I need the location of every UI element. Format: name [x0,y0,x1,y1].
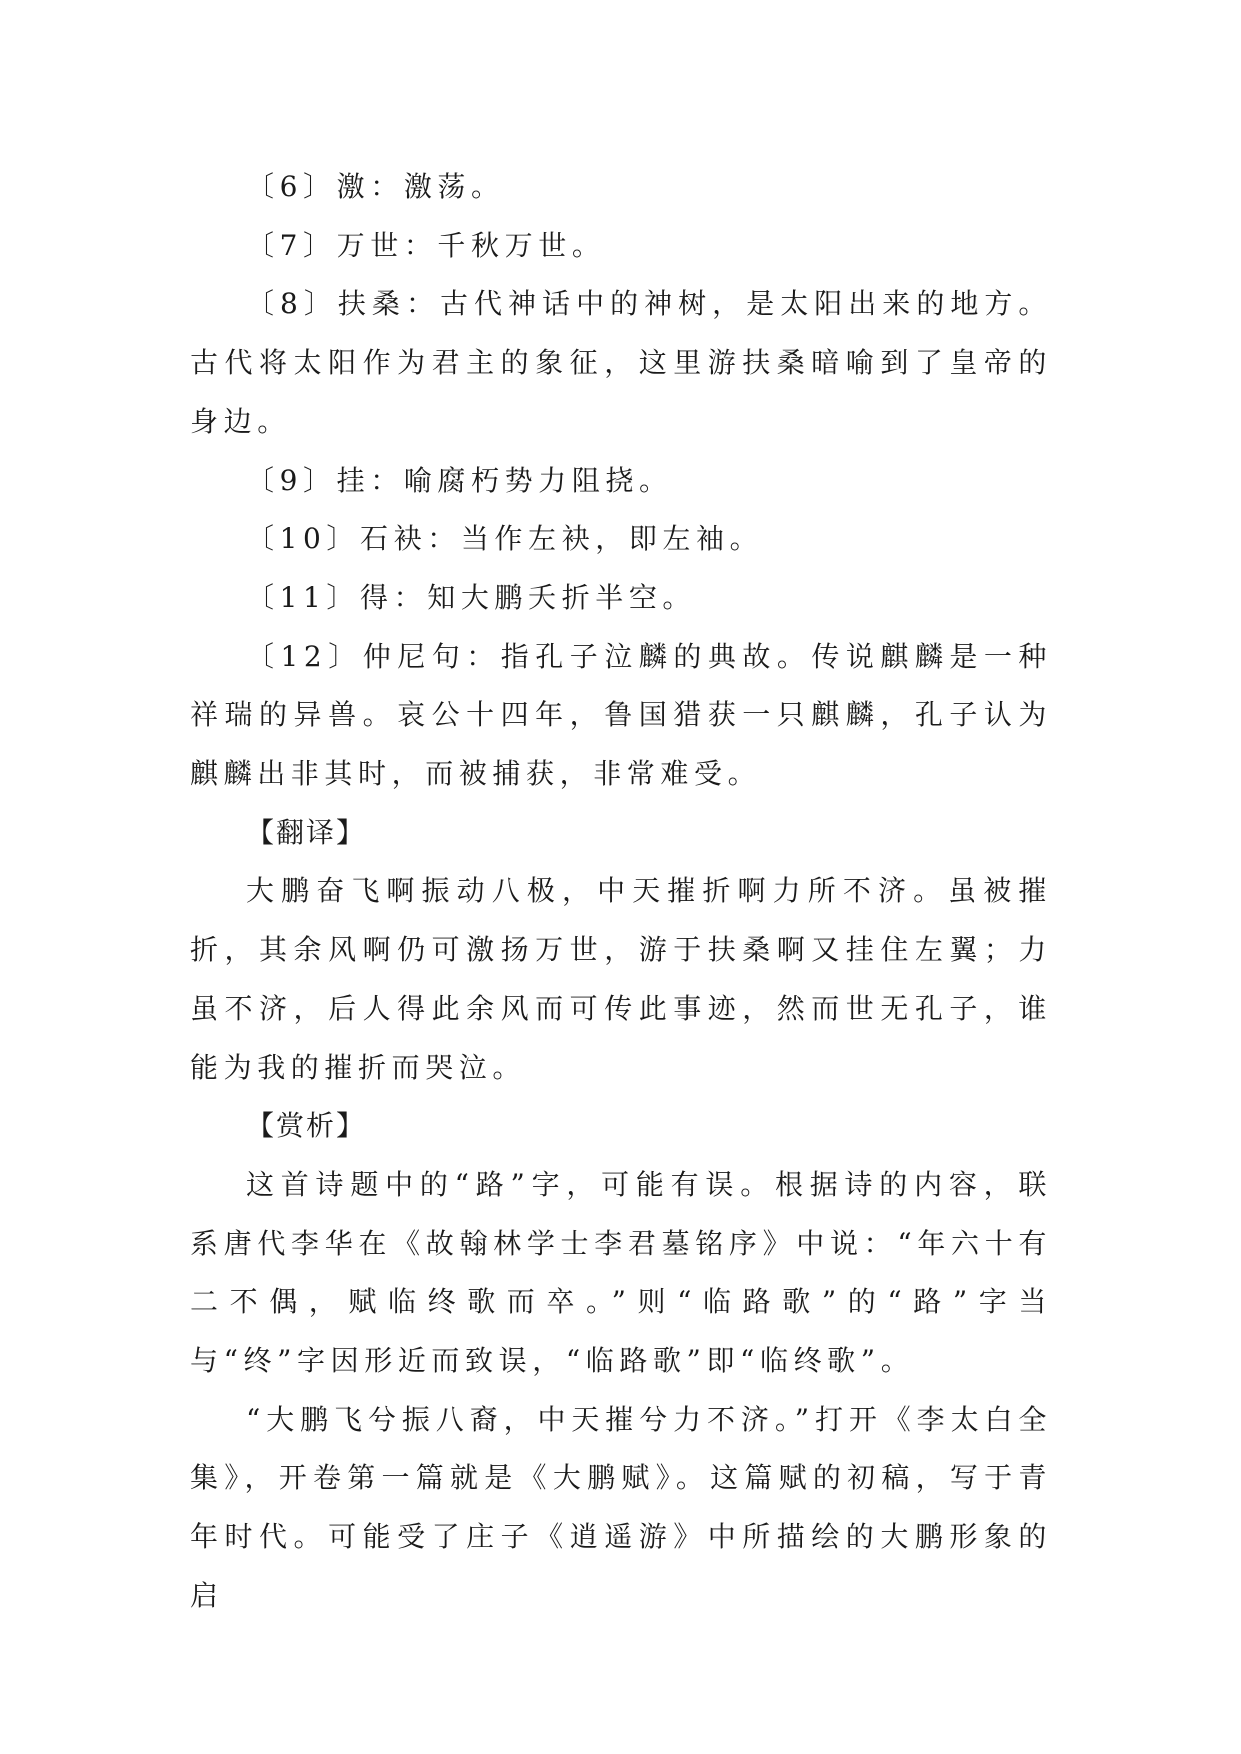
note-7: 〔7〕万世：千秋万世。 [246,228,606,262]
translation-text: 大鹏奋飞啊振动八极，中天摧折啊力所不济。虽被摧折，其余风啊仍可激扬万世，游于扶桑啊又挂住左翼；力虽不济，后人得此余风而可传此事迹，然而世无孔子，谁能为我的摧折而哭泣。 [190,874,1052,1084]
note-6: 〔6〕激：激荡。 [246,170,505,203]
translation-heading: 【翻译】 [246,815,367,849]
appreciation-heading: 【赏析】 [246,1109,367,1143]
note-9: 〔9〕挂：喻腐朽势力阻挠。 [246,463,673,497]
document-page [190,158,1052,1626]
note-12: 〔12〕仲尼句：指孔子泣麟的典故。传说麒麟是一种祥瑞的异兽。哀公十四年，鲁国猎获一只麒麟，孔子认为麒麟出非其时，而被捕获，非常难受。 [190,639,1052,791]
appreciation-paragraph-1: 这首诗题中的“路”字，可能有误。根据诗的内容，联系唐代李华在《故翰林学士李君墓铭序》中说：“年六十有二不偶，赋临终歌而卒。”则“临路歌”的“路”字当与“终”字因形近而致误，“临路歌”即“临终歌”。 [190,1167,1052,1378]
note-10: 〔10〕石袂：当作左袂，即左袖。 [246,522,764,556]
appreciation-paragraph-2: “大鹏飞兮振八裔，中天摧兮力不济。”打开《李太白全集》，开卷第一篇就是《大鹏赋》。这篇赋的初稿，写于青年时代。可能受了庄子《逍遥游》中所描绘的大鹏形象的启 [190,1402,1052,1612]
note-11: 〔11〕得：知大鹏夭折半空。 [246,580,697,614]
note-8: 〔8〕扶桑：古代神话中的神树，是太阳出来的地方。古代将太阳作为君主的象征，这里游扶桑暗喻到了皇帝的身边。 [190,287,1052,438]
